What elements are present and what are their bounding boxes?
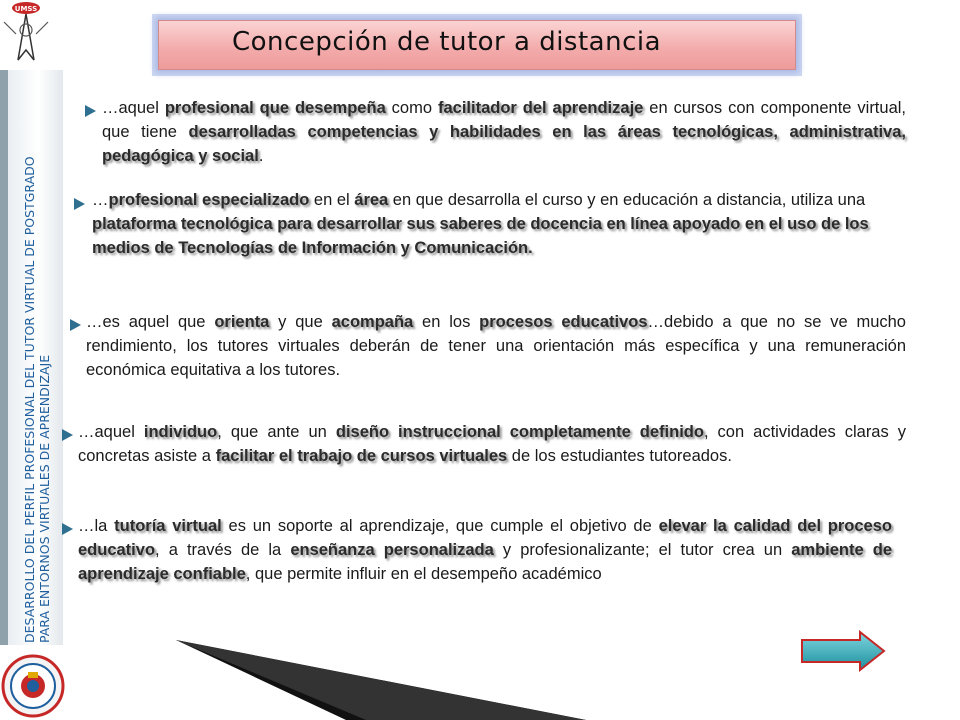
university-seal-icon [0, 652, 66, 720]
paragraph-text: en que desarrolla el curso y en educación a distancia, utiliza una [388, 191, 866, 209]
highlighted-term: acompaña [331, 313, 414, 331]
paragraph-text: . [258, 147, 264, 165]
paragraph-3 [86, 310, 906, 382]
arrow-bullet-icon [83, 104, 97, 118]
paragraph-text: , que ante un [217, 423, 336, 441]
paragraph-text: en cursos con componente virtual, que tiene [102, 99, 906, 141]
decorative-stripe [66, 640, 586, 720]
paragraph-5 [78, 514, 892, 586]
paragraph-text: …la [78, 517, 115, 535]
highlighted-term: desarrolladas competencias y habilidades en las áreas tecnológicas, administrativa, pedagógica y social [102, 123, 906, 165]
highlighted-term: enseñanza personalizada [290, 541, 494, 559]
highlighted-term: profesional especializado [108, 191, 310, 209]
umss-logo-icon [0, 0, 52, 66]
sidebar-vertical-line-1: DESARROLLO DEL PERFIL PROFESIONAL DEL TUTOR VIRTUAL DE POSTGRADO [22, 156, 37, 643]
paragraph-text: en el [309, 191, 355, 209]
highlighted-term: individuo [143, 423, 218, 441]
paragraph-text: y profesionalizante; el tutor crea un [493, 541, 792, 559]
highlighted-term: ambiente de aprendizaje confiable [78, 541, 893, 583]
paragraph-text: …debido a que no se ve mucho rendimiento, los tutores virtuales deberán de tener una orientación más específica y una remuneración económica equitativa a los tutores. [86, 313, 906, 379]
highlighted-term: diseño instruccional completamente definido [335, 423, 704, 441]
sidebar-vertical-title [22, 73, 64, 643]
paragraph-text: , con actividades claras y concretas asiste a [78, 423, 906, 465]
paragraph-text: y que [269, 313, 332, 331]
next-arrow-icon[interactable] [800, 630, 886, 672]
arrow-bullet-icon [60, 428, 74, 442]
highlighted-term: plataforma tecnológica para desarrollar sus saberes de docencia en línea apoyado en el uso de los medios de Tecnologías de Información y Comunicación. [92, 215, 869, 257]
highlighted-term: área [354, 191, 389, 209]
highlighted-term: orienta [214, 313, 270, 331]
paragraph-text: como [385, 99, 438, 117]
highlighted-term: procesos educativos [479, 313, 648, 331]
highlighted-term: facilitador del aprendizaje [437, 99, 644, 117]
paragraph-1 [102, 96, 906, 168]
paragraph-text: , que permite influir en el desempeño académico [245, 565, 602, 583]
page-title: Concepción de tutor a distancia [232, 27, 662, 57]
paragraph-text: … [92, 191, 109, 209]
paragraph-text: , a través de la [155, 541, 291, 559]
paragraph-text: en los [413, 313, 480, 331]
paragraph-text: de los estudiantes tutoreados. [507, 447, 732, 465]
sidebar-vertical-line-2: PARA ENTORNOS VIRTUALES DE APRENDIZAJE [37, 354, 52, 643]
highlighted-term: tutoría virtual [114, 517, 222, 535]
svg-text:UMSS: UMSS [14, 5, 38, 13]
arrow-bullet-icon [68, 318, 82, 332]
paragraph-text: …aquel [78, 423, 144, 441]
paragraph-text: es un soporte al aprendizaje, que cumple el objetivo de [221, 517, 659, 535]
highlighted-term: elevar la calidad del proceso educativo [78, 517, 892, 559]
arrow-bullet-icon [72, 197, 86, 211]
paragraph-text: …es aquel que [86, 313, 215, 331]
paragraph-text: …aquel [102, 99, 165, 117]
highlighted-term: profesional que desempeña [164, 99, 386, 117]
paragraph-4 [78, 420, 906, 468]
paragraph-2 [92, 188, 904, 260]
highlighted-term: facilitar el trabajo de cursos virtuales [215, 447, 508, 465]
arrow-bullet-icon [60, 522, 74, 536]
